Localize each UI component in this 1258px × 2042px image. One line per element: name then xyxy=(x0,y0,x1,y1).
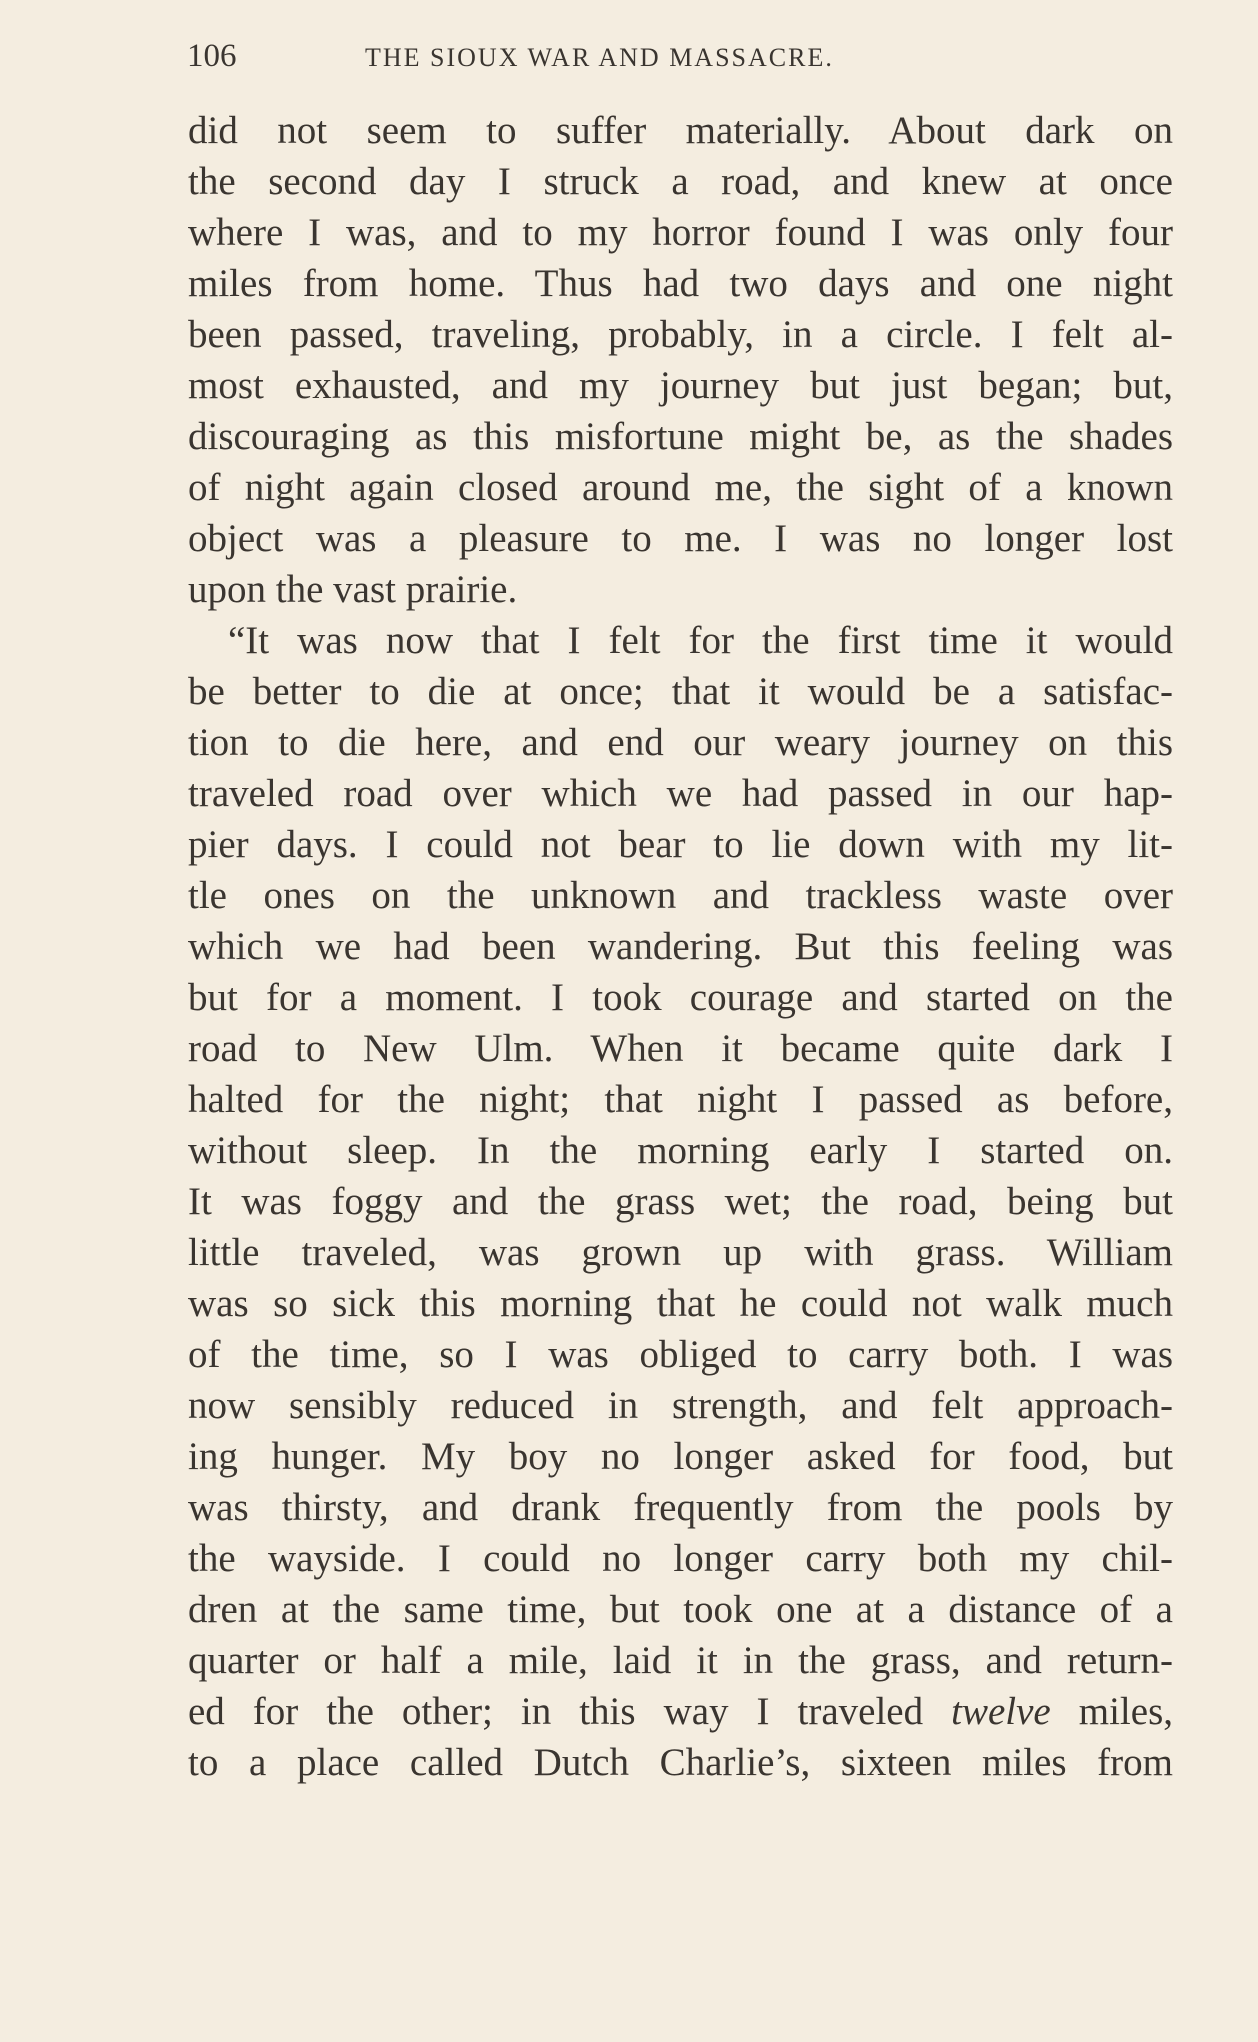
text-line: most exhausted, and my journey but just began; but, xyxy=(188,364,1173,407)
text-line: discouraging as this misfortune might be, as the shades xyxy=(188,415,1173,458)
text-line: pier days. I could not bear to lie down with my lit- xyxy=(188,823,1173,866)
text-line: little traveled, was grown up with grass. William xyxy=(188,1231,1173,1274)
text-line: “It was now that I felt for the first time it would xyxy=(228,619,1173,662)
page-number: 106 xyxy=(187,38,237,74)
emphasized-word: twelve xyxy=(951,1690,1051,1733)
running-title: THE SIOUX WAR AND MASSACRE. xyxy=(365,43,834,72)
text-line: now sensibly reduced in strength, and felt approach- xyxy=(188,1384,1173,1427)
body-text xyxy=(188,105,1173,1788)
text-line: traveled road over which we had passed in our hap- xyxy=(188,772,1173,815)
text-segment: miles, xyxy=(1050,1690,1173,1733)
text-line: which we had been wandering. But this feeling was xyxy=(188,925,1173,968)
text-line: where I was, and to my horror found I was only four xyxy=(188,211,1173,254)
text-line: quarter or half a mile, laid it in the grass, and return- xyxy=(188,1639,1173,1682)
text-line: tion to die here, and end our weary journey on this xyxy=(188,721,1173,764)
text-line: without sleep. In the morning early I started on. xyxy=(188,1129,1173,1172)
text-line: road to New Ulm. When it became quite dark I xyxy=(188,1027,1173,1070)
text-line: halted for the night; that night I passed as before, xyxy=(188,1078,1173,1121)
text-line: was thirsty, and drank frequently from the pools by xyxy=(188,1486,1173,1529)
text-line: the second day I struck a road, and knew at once xyxy=(188,160,1173,203)
running-head xyxy=(187,38,987,78)
text-line: object was a pleasure to me. I was no longer lost xyxy=(188,517,1173,560)
text-line: did not seem to suffer materially. About dark on xyxy=(188,109,1173,152)
text-line: was so sick this morning that he could not walk much xyxy=(188,1282,1173,1325)
text-line: been passed, traveling, probably, in a circle. I felt al- xyxy=(188,313,1173,356)
text-line: the wayside. I could no longer carry both my chil- xyxy=(188,1537,1173,1580)
text-line: tle ones on the unknown and trackless waste over xyxy=(188,874,1173,917)
text-line: ing hunger. My boy no longer asked for food, but xyxy=(188,1435,1173,1478)
text-line: upon the vast prairie. xyxy=(188,568,518,611)
text-line: It was foggy and the grass wet; the road, being but xyxy=(188,1180,1173,1223)
text-segment: ed for the other; in this way I traveled xyxy=(188,1690,952,1733)
text-line: dren at the same time, but took one at a distance of a xyxy=(188,1588,1173,1631)
text-line xyxy=(188,1686,1173,1737)
text-line: to a place called Dutch Charlie’s, sixteen miles from xyxy=(188,1741,1173,1784)
text-line: of night again closed around me, the sight of a known xyxy=(188,466,1173,509)
text-line: of the time, so I was obliged to carry both. I was xyxy=(188,1333,1173,1376)
text-line: miles from home. Thus had two days and one night xyxy=(188,262,1173,305)
text-line: be better to die at once; that it would be a satisfac- xyxy=(188,670,1173,713)
text-line: but for a moment. I took courage and started on the xyxy=(188,976,1173,1019)
